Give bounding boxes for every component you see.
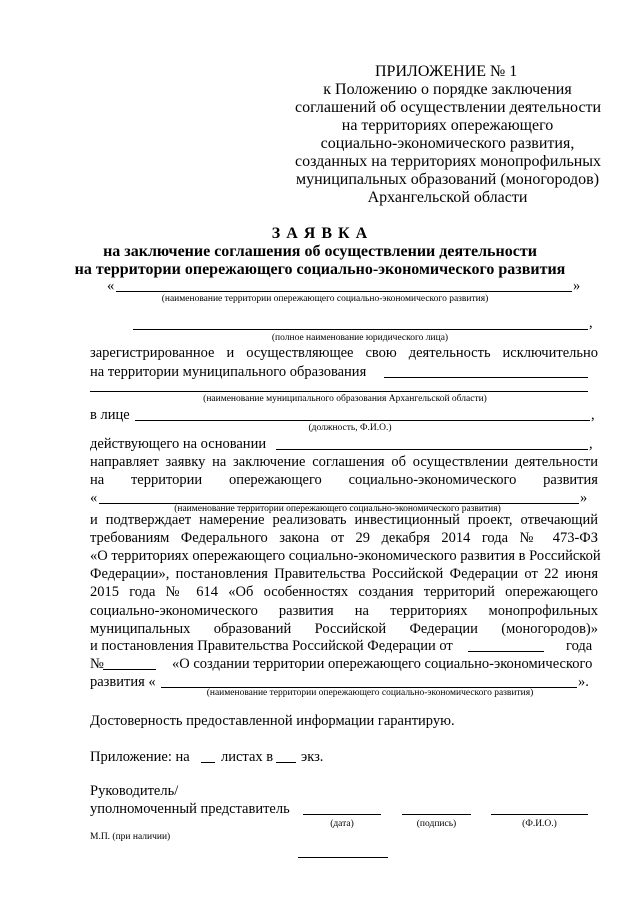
municipality-field-a[interactable] (384, 377, 588, 378)
body-line: муниципальных образований Российской Федерации (моногородов)» (90, 621, 598, 637)
territory-line (90, 471, 598, 489)
request-subtitle-2: на территории опережающего социально-экономического развития (74, 261, 566, 278)
gov-number-field[interactable] (103, 669, 156, 670)
head-label: Руководитель/ (90, 783, 179, 799)
development-label: развития « (90, 674, 156, 690)
municipality-field-b[interactable] (90, 391, 588, 392)
guarantee-text: Достоверность предоставленной информации гарантирую. (90, 713, 455, 729)
body-line: 2015 года № 614 «Об особенностях создания территорий опережающего (90, 584, 598, 600)
bottom-line (298, 857, 388, 858)
territory-word-2: территории (130, 472, 203, 488)
request-subtitle-1: на заключение соглашения об осуществлении деятельности (103, 243, 537, 260)
representative-label: уполномоченный представитель (90, 801, 290, 817)
person-field[interactable] (135, 420, 590, 421)
caption-municipality: (наименование муниципального образования Архангельской области) (203, 394, 487, 404)
comma-1: , (589, 315, 593, 331)
appendix-line: к Положению о порядке заключения (323, 81, 572, 98)
appendix-title: ПРИЛОЖЕНИЕ № 1 (375, 63, 518, 80)
acting-basis-label: действующего на основании (90, 436, 267, 452)
caption-fio: (Ф.И.О.) (522, 819, 557, 829)
sheets-count-field[interactable] (201, 762, 215, 763)
caption-date: (дата) (330, 819, 354, 829)
body-line: Федерации», постановления Правительства Российской Федерации от 22 июня (90, 566, 598, 582)
date-field[interactable] (303, 814, 381, 815)
caption-tor-name-2: (наименование территории опережающего социально-экономического развития) (174, 504, 501, 514)
attachment-label-c: экз. (301, 749, 324, 765)
comma-2: , (591, 407, 595, 423)
signature-field[interactable] (402, 814, 471, 815)
copies-count-field[interactable] (276, 762, 296, 763)
appendix-line: Архангельской области (367, 189, 528, 206)
basis-field[interactable] (276, 449, 588, 450)
gov-line-end: года (566, 638, 593, 654)
attachment-label-b: листах в (221, 749, 274, 765)
about-creation: «О создании территории опережающего социально-экономического (172, 656, 593, 672)
caption-signature: (подпись) (416, 819, 457, 829)
end-quote: ». (578, 674, 589, 690)
body-line: «О территориях опережающего социально-экономического развития в Российской (90, 548, 601, 564)
quote-open: « (107, 278, 115, 294)
body-line: требованиям Федерального закона от 29 декабря 2014 года № 473-ФЗ (90, 530, 598, 546)
territory-word-5: развития (543, 472, 598, 488)
appendix-line: созданных на территориях монопрофильных (295, 153, 602, 170)
territory-word-1: на (90, 472, 105, 488)
fio-field[interactable] (491, 814, 588, 815)
comma-3: , (589, 436, 593, 452)
sends-request-line: направляет заявку на заключение соглашения об осуществлении деятельности (90, 454, 598, 470)
caption-position: (должность, Ф.И.О.) (308, 423, 392, 433)
request-title: З А Я В К А (271, 225, 369, 242)
territory-word-4: социально-экономического (348, 472, 517, 488)
in-person-label: в лице (90, 407, 130, 423)
caption-legal-entity: (полное наименование юридического лица) (271, 333, 449, 343)
stamp-place: М.П. (при наличии) (90, 832, 171, 842)
quote-close-2: » (580, 490, 588, 506)
appendix-line: на территориях опережающего (341, 117, 554, 134)
gov-line-start: и постановления Правительства Российской Федерации от (90, 638, 453, 654)
appendix-line: соглашений об осуществлении деятельности (295, 99, 602, 116)
tor-name-field[interactable] (116, 291, 572, 292)
caption-tor-name: (наименование территории опережающего социально-экономического развития) (161, 294, 489, 304)
territory-word-3: опережающего (228, 472, 322, 488)
number-sign: № (90, 656, 104, 672)
registered-line: зарегистрированное и осуществляющее свою деятельность исключительно (90, 345, 598, 361)
attachment-label-a: Приложение: на (90, 749, 190, 765)
quote-open-2: « (90, 490, 98, 506)
caption-tor-name-3: (наименование территории опережающего социально-экономического развития) (206, 688, 534, 698)
body-line: и подтверждает намерение реализовать инвестиционный проект, отвечающий (90, 512, 598, 528)
gov-date-field[interactable] (468, 651, 544, 652)
municipality-label: на территории муниципального образования (90, 364, 367, 380)
appendix-line: социально-экономического развития, (320, 135, 575, 152)
appendix-line: муниципальных образований (моногородов) (295, 171, 600, 188)
quote-close: » (573, 278, 581, 294)
legal-entity-field[interactable] (133, 329, 588, 330)
body-line: социально-экономического развития на территориях монопрофильных (90, 603, 598, 619)
